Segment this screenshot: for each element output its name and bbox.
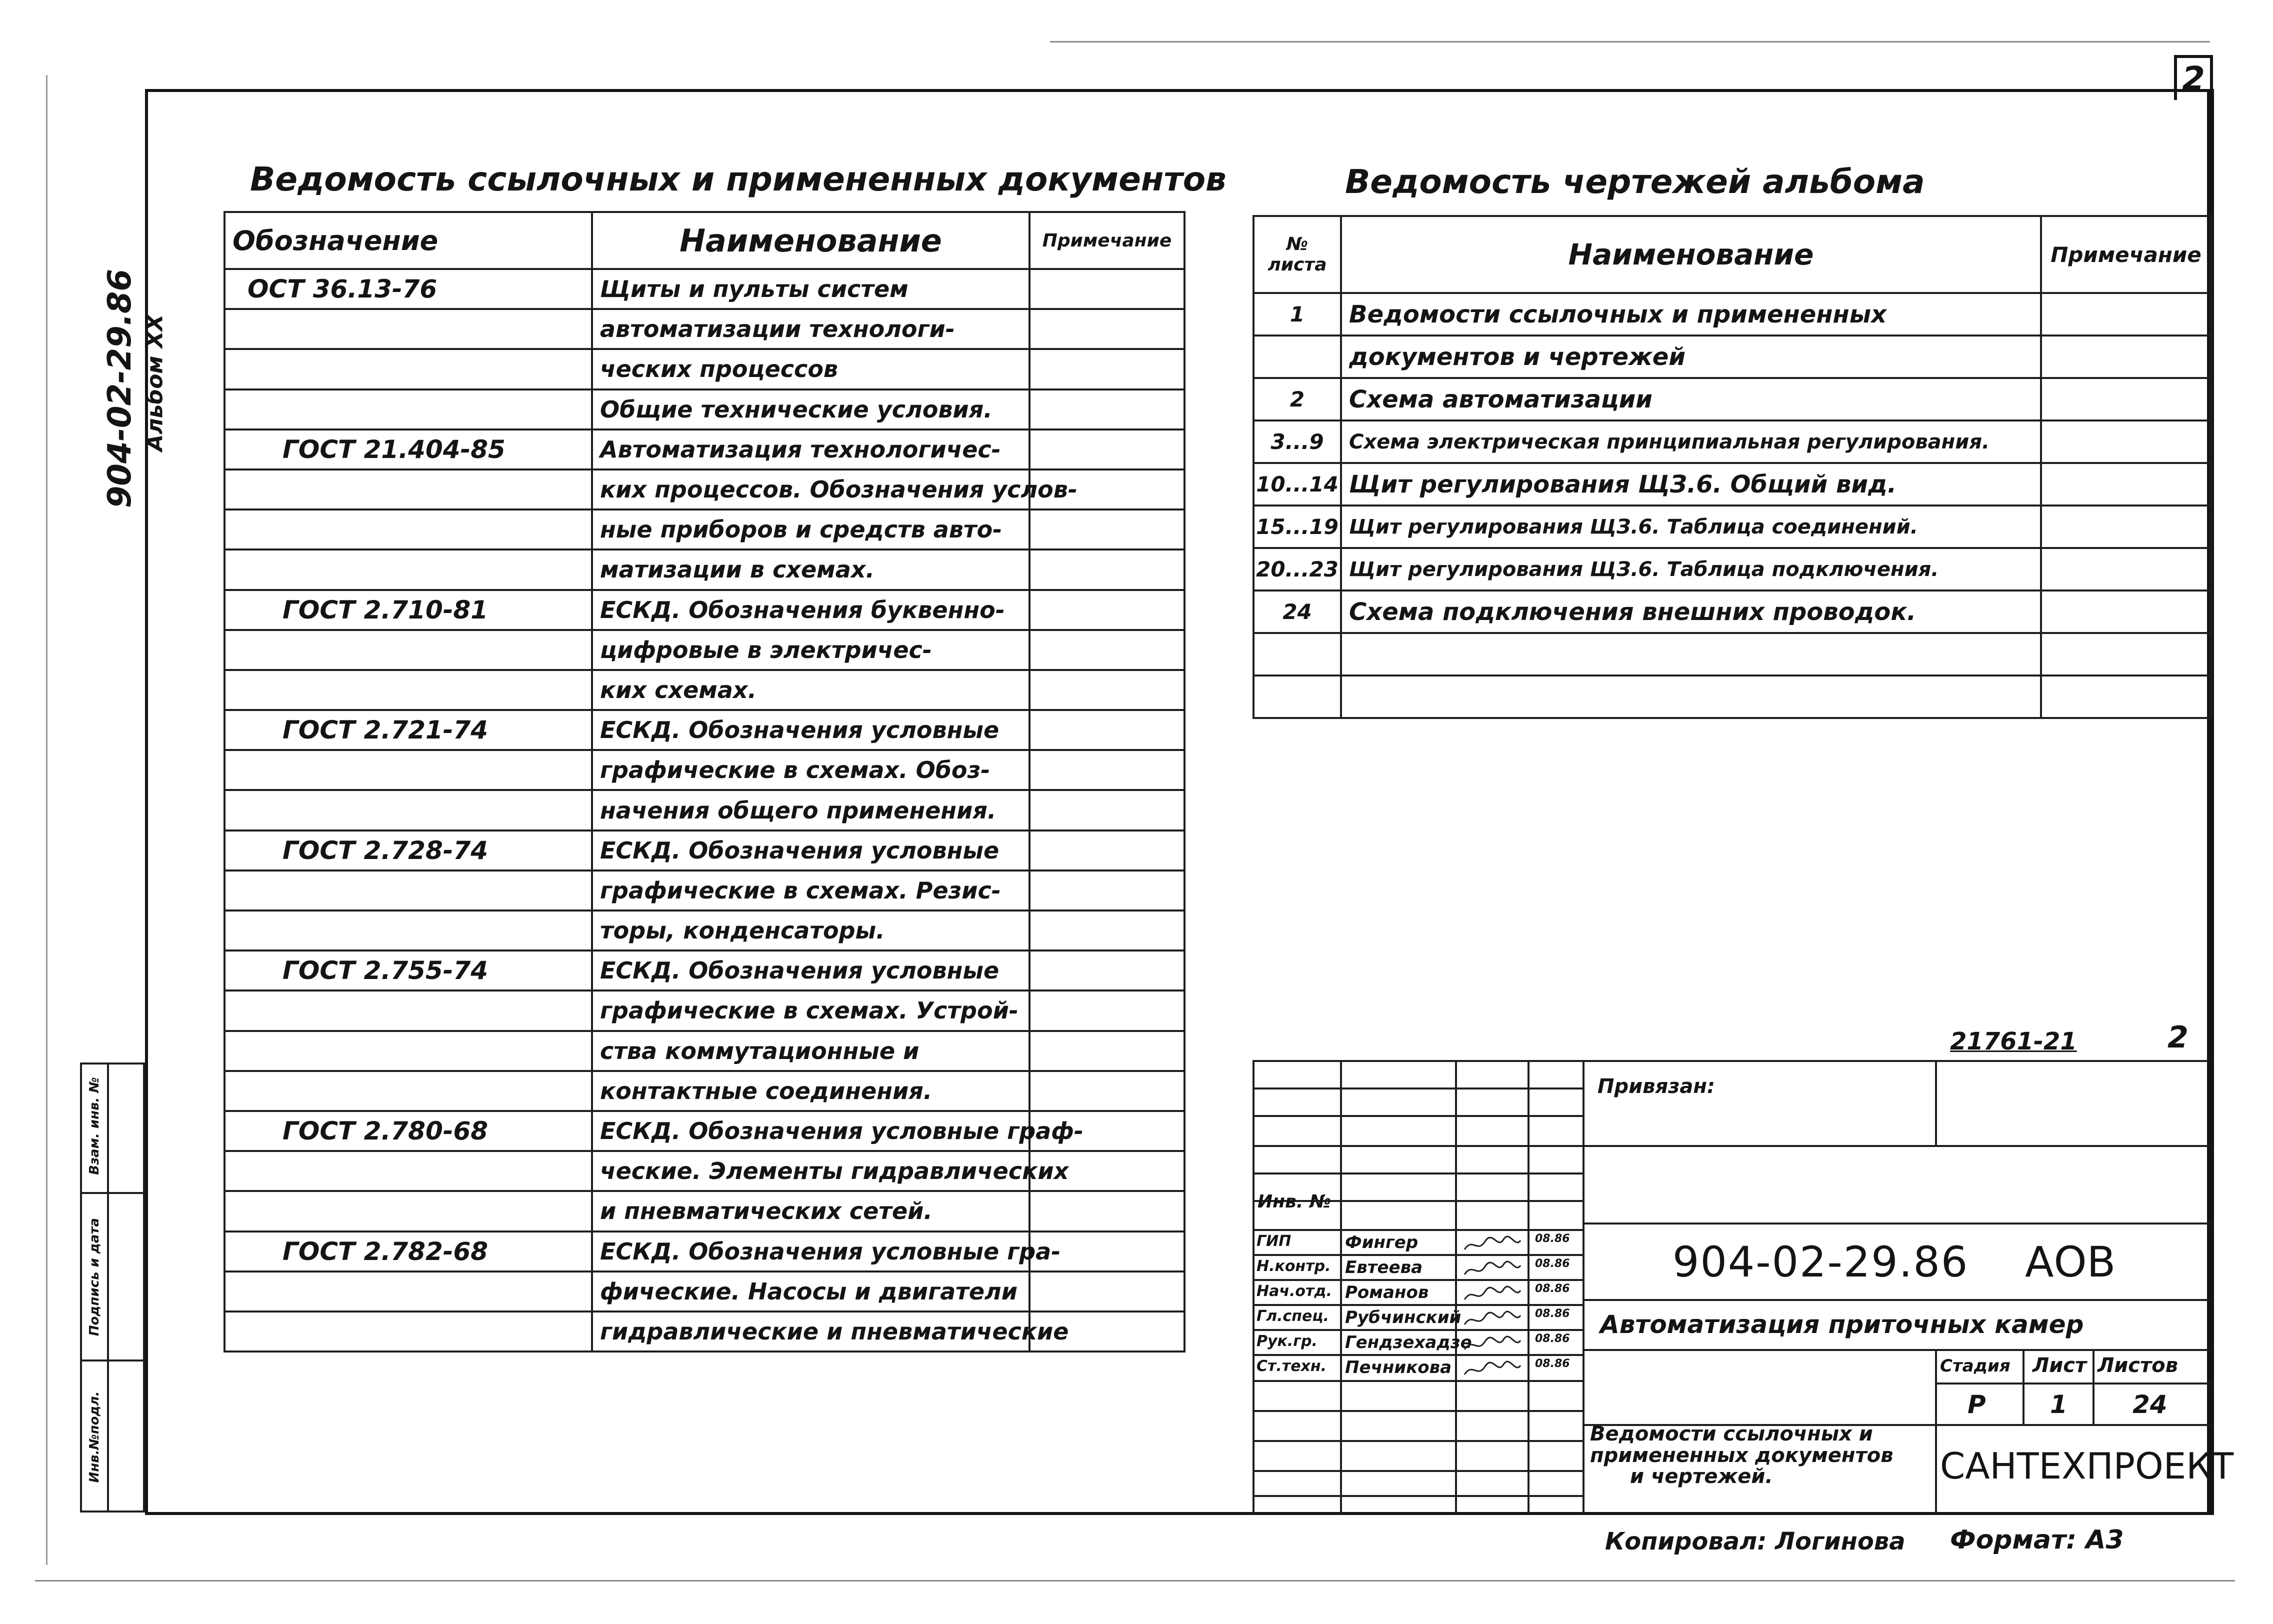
refs-name-line: контактные соединения. bbox=[592, 1071, 1030, 1111]
refs-note-cell bbox=[1030, 990, 1184, 1030]
refs-name-line: ЕСКД. Обозначения условные bbox=[592, 830, 1030, 870]
drawings-note bbox=[2041, 506, 2211, 548]
scan-border-left bbox=[46, 75, 48, 1565]
refs-code-cell bbox=[224, 430, 592, 470]
refs-name-line: графические в схемах. Резис- bbox=[592, 870, 1030, 910]
drawings-sheet: 10...14 bbox=[1254, 463, 1341, 506]
role-name: Печникова bbox=[1345, 1358, 1452, 1378]
drawings-row bbox=[1254, 590, 2211, 633]
order-sheet: 2 bbox=[2168, 1020, 2188, 1055]
tb-row-line bbox=[1252, 1495, 1582, 1497]
drawings-row bbox=[1254, 420, 2211, 463]
refs-table bbox=[224, 211, 1186, 1352]
drawings-note bbox=[2041, 378, 2211, 420]
tb-row-line bbox=[1252, 1254, 1582, 1256]
refs-name-line: ЕСКД. Обозначения условные граф- bbox=[592, 1111, 1030, 1151]
role-date: 08.86 bbox=[1535, 1282, 1570, 1295]
refs-name-line: цифровые в электричес- bbox=[592, 630, 1030, 670]
refs-code-cell bbox=[224, 1071, 592, 1111]
refs-row bbox=[224, 349, 1184, 389]
signature-mark bbox=[1462, 1360, 1508, 1378]
refs-row bbox=[224, 1031, 1184, 1071]
drawings-title: Ведомость чертежей альбома bbox=[1345, 162, 1925, 201]
refs-note-cell bbox=[1030, 830, 1184, 870]
tb-privyazan-divider bbox=[1935, 1060, 1937, 1145]
refs-code-cell bbox=[224, 1312, 592, 1352]
drawings-header-sheet: № листа bbox=[1254, 216, 1341, 293]
refs-name-line: гидравлические и пневматические bbox=[592, 1312, 1030, 1352]
drawings-row bbox=[1254, 548, 2211, 590]
side-stamp-line1: 904-02-29.86 bbox=[102, 268, 138, 508]
refs-note-cell bbox=[1030, 870, 1184, 910]
drawings-name: Щит регулирования ЩЗ.6. Таблица соединений. bbox=[1341, 506, 2041, 548]
refs-note-cell bbox=[1030, 550, 1184, 590]
refs-code-cell bbox=[224, 470, 592, 510]
refs-note-cell bbox=[1030, 670, 1184, 710]
role-name: Романов bbox=[1345, 1282, 1429, 1302]
refs-row bbox=[224, 1151, 1184, 1191]
refs-note-cell bbox=[1030, 1071, 1184, 1111]
tb-row-line bbox=[1252, 1115, 1582, 1117]
refs-row bbox=[224, 430, 1184, 470]
drawings-sheet: 20...23 bbox=[1254, 548, 1341, 590]
drawings-name: Схема подключения внешних проводок. bbox=[1341, 590, 2041, 633]
refs-note-cell bbox=[1030, 950, 1184, 990]
sheet-number: 2 bbox=[2182, 60, 2205, 98]
role-title: Н.контр. bbox=[1256, 1258, 1331, 1275]
refs-name-line: графические в схемах. Обоз- bbox=[592, 750, 1030, 790]
tb-h-designation-bottom bbox=[1582, 1299, 2210, 1301]
tb-row-line bbox=[1252, 1470, 1582, 1472]
refs-code-cell bbox=[224, 830, 592, 870]
side-strip-label-2: Подпись и дата bbox=[87, 1218, 102, 1336]
refs-code-cell bbox=[224, 510, 592, 550]
sheet-label: Лист bbox=[2032, 1354, 2087, 1377]
role-title: Ст.техн. bbox=[1256, 1358, 1327, 1375]
signature-mark bbox=[1462, 1234, 1508, 1254]
role-date: 08.86 bbox=[1535, 1258, 1570, 1270]
drawings-name bbox=[1341, 676, 2041, 718]
refs-row bbox=[224, 750, 1184, 790]
drawings-name bbox=[1341, 633, 2041, 676]
refs-note-cell bbox=[1030, 710, 1184, 750]
refs-header-note: Примечание bbox=[1030, 212, 1184, 269]
tb-top bbox=[1252, 1060, 2210, 1062]
refs-code-cell bbox=[224, 670, 592, 710]
refs-code-cell bbox=[224, 710, 592, 750]
tb-row-line bbox=[1252, 1410, 1582, 1412]
refs-row bbox=[224, 670, 1184, 710]
refs-body bbox=[224, 269, 1184, 1352]
signature-mark bbox=[1462, 1284, 1508, 1304]
drawings-sheet bbox=[1254, 633, 1341, 676]
tb-row-line bbox=[1252, 1172, 1582, 1174]
drawings-sheet: 1 bbox=[1254, 293, 1341, 336]
tb-h-privyazan bbox=[1582, 1145, 2210, 1147]
drawings-note bbox=[2041, 590, 2211, 633]
drawings-note bbox=[2041, 548, 2211, 590]
refs-code-cell bbox=[224, 750, 592, 790]
refs-note-cell bbox=[1030, 309, 1184, 349]
refs-code: ГОСТ 2.721-74 bbox=[282, 716, 488, 745]
tb-row-line bbox=[1252, 1380, 1582, 1382]
signature-mark bbox=[1462, 1260, 1508, 1278]
refs-note-cell bbox=[1030, 630, 1184, 670]
side-strip-label-1: Инв.№подл. bbox=[87, 1391, 102, 1483]
signature-mark bbox=[1462, 1334, 1508, 1354]
refs-name-line: начения общего применения. bbox=[592, 790, 1030, 830]
format-label: Формат: А3 bbox=[1950, 1525, 2124, 1555]
refs-header-row bbox=[224, 212, 1184, 269]
tb-v3 bbox=[1528, 1060, 1530, 1515]
drawings-name: Ведомости ссылочных и примененных bbox=[1341, 293, 2041, 336]
drawings-note bbox=[2041, 676, 2211, 718]
refs-note-cell bbox=[1030, 269, 1184, 309]
drawings-row bbox=[1254, 506, 2211, 548]
refs-note-cell bbox=[1030, 1191, 1184, 1231]
side-strip-label-3: Взам. инв. № bbox=[87, 1077, 102, 1175]
refs-note-cell bbox=[1030, 349, 1184, 389]
tb-v2 bbox=[1455, 1060, 1457, 1515]
refs-note-cell bbox=[1030, 790, 1184, 830]
refs-row bbox=[224, 990, 1184, 1030]
tb-row-line bbox=[1252, 1304, 1582, 1306]
side-stamp bbox=[75, 260, 168, 510]
refs-code-cell bbox=[224, 1191, 592, 1231]
drawings-sheet bbox=[1254, 676, 1341, 718]
refs-row bbox=[224, 790, 1184, 830]
tb-row-line bbox=[1252, 1440, 1582, 1442]
copied-by: Копировал: Логинова bbox=[1605, 1528, 1906, 1556]
refs-name-line: фические. Насосы и двигатели bbox=[592, 1272, 1030, 1312]
side-stamp-line2: Альбом XX bbox=[142, 314, 168, 452]
refs-name-line: ЕСКД. Обозначения условные bbox=[592, 950, 1030, 990]
refs-row bbox=[224, 470, 1184, 510]
refs-note-cell bbox=[1030, 590, 1184, 630]
drawings-name: Щит регулирования ЩЗ.6. Общий вид. bbox=[1341, 463, 2041, 506]
refs-name-line: Общие технические условия. bbox=[592, 390, 1030, 430]
drawings-row bbox=[1254, 336, 2211, 378]
drawings-sheet: 24 bbox=[1254, 590, 1341, 633]
drawings-note bbox=[2041, 420, 2211, 463]
side-strip-sep-2 bbox=[82, 1360, 143, 1362]
side-strip bbox=[80, 1062, 145, 1512]
refs-name-line: автоматизации технологи- bbox=[592, 309, 1030, 349]
doc-title-line1: Ведомости ссылочных и bbox=[1590, 1422, 1873, 1446]
project-title: Автоматизация приточных камер bbox=[1600, 1310, 2084, 1339]
drawings-row bbox=[1254, 293, 2211, 336]
side-strip-divider bbox=[107, 1064, 109, 1510]
refs-code: ГОСТ 2.755-74 bbox=[282, 956, 488, 986]
refs-row bbox=[224, 1071, 1184, 1111]
role-title: Рук.гр. bbox=[1256, 1332, 1318, 1350]
tb-h-designation-top bbox=[1582, 1222, 2210, 1224]
refs-row bbox=[224, 910, 1184, 950]
refs-code-cell bbox=[224, 390, 592, 430]
refs-code: ГОСТ 2.782-68 bbox=[282, 1236, 488, 1266]
mark: АОВ bbox=[2025, 1238, 2116, 1286]
tb-row-line bbox=[1252, 1145, 1582, 1147]
refs-code-cell bbox=[224, 309, 592, 349]
refs-name-line: матизации в схемах. bbox=[592, 550, 1030, 590]
drawings-body bbox=[1254, 293, 2211, 718]
refs-code-cell bbox=[224, 950, 592, 990]
refs-code-cell bbox=[224, 1031, 592, 1071]
refs-header-code: Обозначение bbox=[224, 212, 592, 269]
refs-note-cell bbox=[1030, 510, 1184, 550]
drawings-note bbox=[2041, 293, 2211, 336]
refs-code-cell bbox=[224, 1151, 592, 1191]
tb-v-stage-left bbox=[1935, 1349, 1937, 1515]
drawings-header-note: Примечание bbox=[2041, 216, 2211, 293]
drawings-name: Схема электрическая принципиальная регулирования. bbox=[1341, 420, 2041, 463]
drawings-sheet: 15...19 bbox=[1254, 506, 1341, 548]
role-title: ГИП bbox=[1256, 1232, 1292, 1250]
refs-name-line: и пневматических сетей. bbox=[592, 1191, 1030, 1231]
tb-row-line bbox=[1252, 1329, 1582, 1331]
role-date: 08.86 bbox=[1535, 1232, 1570, 1245]
refs-code: ГОСТ 2.780-68 bbox=[282, 1116, 488, 1146]
refs-code-cell bbox=[224, 1111, 592, 1151]
refs-row bbox=[224, 830, 1184, 870]
refs-code-cell bbox=[224, 790, 592, 830]
refs-row bbox=[224, 269, 1184, 309]
side-strip-sep-1 bbox=[82, 1192, 143, 1194]
inv-label: Инв. № bbox=[1258, 1192, 1332, 1212]
drawings-sheet: 3...9 bbox=[1254, 420, 1341, 463]
refs-row bbox=[224, 710, 1184, 750]
sheets-label: Листов bbox=[2098, 1354, 2178, 1377]
refs-note-cell bbox=[1030, 1272, 1184, 1312]
refs-code: ГОСТ 21.404-85 bbox=[282, 434, 506, 464]
refs-code: ГОСТ 2.710-81 bbox=[282, 595, 488, 624]
tb-v4 bbox=[1582, 1060, 1584, 1515]
refs-note-cell bbox=[1030, 910, 1184, 950]
refs-row bbox=[224, 309, 1184, 349]
role-date: 08.86 bbox=[1535, 1308, 1570, 1320]
drawings-note bbox=[2041, 633, 2211, 676]
drawings-header-name: Наименование bbox=[1341, 216, 2041, 293]
role-title: Нач.отд. bbox=[1256, 1282, 1332, 1300]
doc-title-line3: и чертежей. bbox=[1630, 1465, 1773, 1488]
refs-code-cell bbox=[224, 550, 592, 590]
role-date: 08.86 bbox=[1535, 1332, 1570, 1345]
refs-note-cell bbox=[1030, 750, 1184, 790]
refs-code: ГОСТ 2.728-74 bbox=[282, 836, 488, 865]
refs-row bbox=[224, 1312, 1184, 1352]
refs-note-cell bbox=[1030, 390, 1184, 430]
refs-name-line: ЕСКД. Обозначения условные гра- bbox=[592, 1232, 1030, 1272]
drawings-name: Щит регулирования ЩЗ.6. Таблица подключения. bbox=[1341, 548, 2041, 590]
refs-name-line: ких процессов. Обозначения услов- bbox=[592, 470, 1030, 510]
tb-row-line bbox=[1252, 1354, 1582, 1356]
designation: 904-02-29.86 bbox=[1672, 1238, 1969, 1286]
refs-row bbox=[224, 1232, 1184, 1272]
refs-row bbox=[224, 510, 1184, 550]
tb-row-line bbox=[1252, 1229, 1582, 1231]
tb-row-line bbox=[1252, 1279, 1582, 1281]
refs-name-line: ЕСКД. Обозначения буквенно- bbox=[592, 590, 1030, 630]
signature-mark bbox=[1462, 1310, 1508, 1328]
org-name: САНТЕХПРОЕКТ bbox=[1940, 1445, 2234, 1487]
drawings-header-row bbox=[1254, 216, 2211, 293]
refs-row bbox=[224, 390, 1184, 430]
sheet-value: 1 bbox=[2050, 1390, 2068, 1419]
role-name: Рубчинский bbox=[1345, 1308, 1462, 1328]
refs-code-cell bbox=[224, 910, 592, 950]
drawings-table bbox=[1252, 215, 2212, 719]
refs-code-cell bbox=[224, 630, 592, 670]
refs-code-cell bbox=[224, 870, 592, 910]
drawings-row bbox=[1254, 463, 2211, 506]
drawings-name: документов и чертежей bbox=[1341, 336, 2041, 378]
stage-label: Стадия bbox=[1940, 1356, 2010, 1376]
refs-name-line: графические в схемах. Устрой- bbox=[592, 990, 1030, 1030]
role-name: Гендзехадзе bbox=[1345, 1332, 1472, 1352]
refs-code-cell bbox=[224, 990, 592, 1030]
refs-code-cell bbox=[224, 1272, 592, 1312]
tb-row-line bbox=[1252, 1088, 1582, 1090]
order-number: 21761-21 bbox=[1950, 1028, 2077, 1056]
refs-name-line: ких схемах. bbox=[592, 670, 1030, 710]
privyazan-label: Привязан: bbox=[1598, 1075, 1715, 1098]
refs-code-cell bbox=[224, 1232, 592, 1272]
refs-row bbox=[224, 590, 1184, 630]
drawings-row bbox=[1254, 633, 2211, 676]
drawings-sheet bbox=[1254, 336, 1341, 378]
role-name: Фингер bbox=[1345, 1232, 1418, 1252]
refs-name-line: Автоматизация технологичес- bbox=[592, 430, 1030, 470]
refs-row bbox=[224, 550, 1184, 590]
refs-name-line: ные приборов и средств авто- bbox=[592, 510, 1030, 550]
refs-note-cell bbox=[1030, 430, 1184, 470]
refs-row bbox=[224, 1272, 1184, 1312]
drawings-name: Схема автоматизации bbox=[1341, 378, 2041, 420]
refs-row bbox=[224, 1111, 1184, 1151]
drawings-note bbox=[2041, 336, 2211, 378]
drawings-sheet: 2 bbox=[1254, 378, 1341, 420]
refs-row bbox=[224, 1191, 1184, 1231]
drawings-row bbox=[1254, 378, 2211, 420]
refs-note-cell bbox=[1030, 1031, 1184, 1071]
drawings-row bbox=[1254, 676, 2211, 718]
refs-name-line: Щиты и пульты систем bbox=[592, 269, 1030, 309]
role-name: Евтеева bbox=[1345, 1258, 1423, 1278]
tb-left bbox=[1252, 1060, 1254, 1515]
refs-code-cell bbox=[224, 349, 592, 389]
role-date: 08.86 bbox=[1535, 1358, 1570, 1370]
role-title: Гл.спец. bbox=[1256, 1308, 1329, 1325]
refs-row bbox=[224, 870, 1184, 910]
scan-border-bottom bbox=[35, 1580, 2235, 1582]
refs-name-line: ЕСКД. Обозначения условные bbox=[592, 710, 1030, 750]
refs-code: ОСТ 36.13-76 bbox=[248, 274, 438, 304]
refs-header-name: Наименование bbox=[592, 212, 1030, 269]
tb-v1 bbox=[1340, 1060, 1342, 1515]
stage-value: Р bbox=[1968, 1390, 1986, 1419]
refs-name-line: торы, конденсаторы. bbox=[592, 910, 1030, 950]
tb-h-stage-labels bbox=[1935, 1382, 2210, 1384]
refs-code-cell bbox=[224, 269, 592, 309]
tb-h-title-bottom bbox=[1582, 1349, 2210, 1351]
doc-title-line2: примененных документов bbox=[1590, 1444, 1894, 1467]
refs-row bbox=[224, 630, 1184, 670]
tb-v-stage-mid2 bbox=[2092, 1349, 2094, 1424]
sheets-value: 24 bbox=[2132, 1390, 2168, 1419]
refs-name-line: ческие. Элементы гидравлических bbox=[592, 1151, 1030, 1191]
drawings-note bbox=[2041, 463, 2211, 506]
sheet-number-box bbox=[2174, 55, 2213, 100]
refs-code-cell bbox=[224, 590, 592, 630]
scan-border-top bbox=[1050, 41, 2210, 42]
tb-v-stage-mid1 bbox=[2022, 1349, 2024, 1424]
refs-row bbox=[224, 950, 1184, 990]
refs-name-line: ческих процессов bbox=[592, 349, 1030, 389]
refs-title: Ведомость ссылочных и примененных документов bbox=[250, 160, 1226, 198]
refs-name-line: ства коммутационные и bbox=[592, 1031, 1030, 1071]
title-block bbox=[1252, 1060, 2234, 1515]
